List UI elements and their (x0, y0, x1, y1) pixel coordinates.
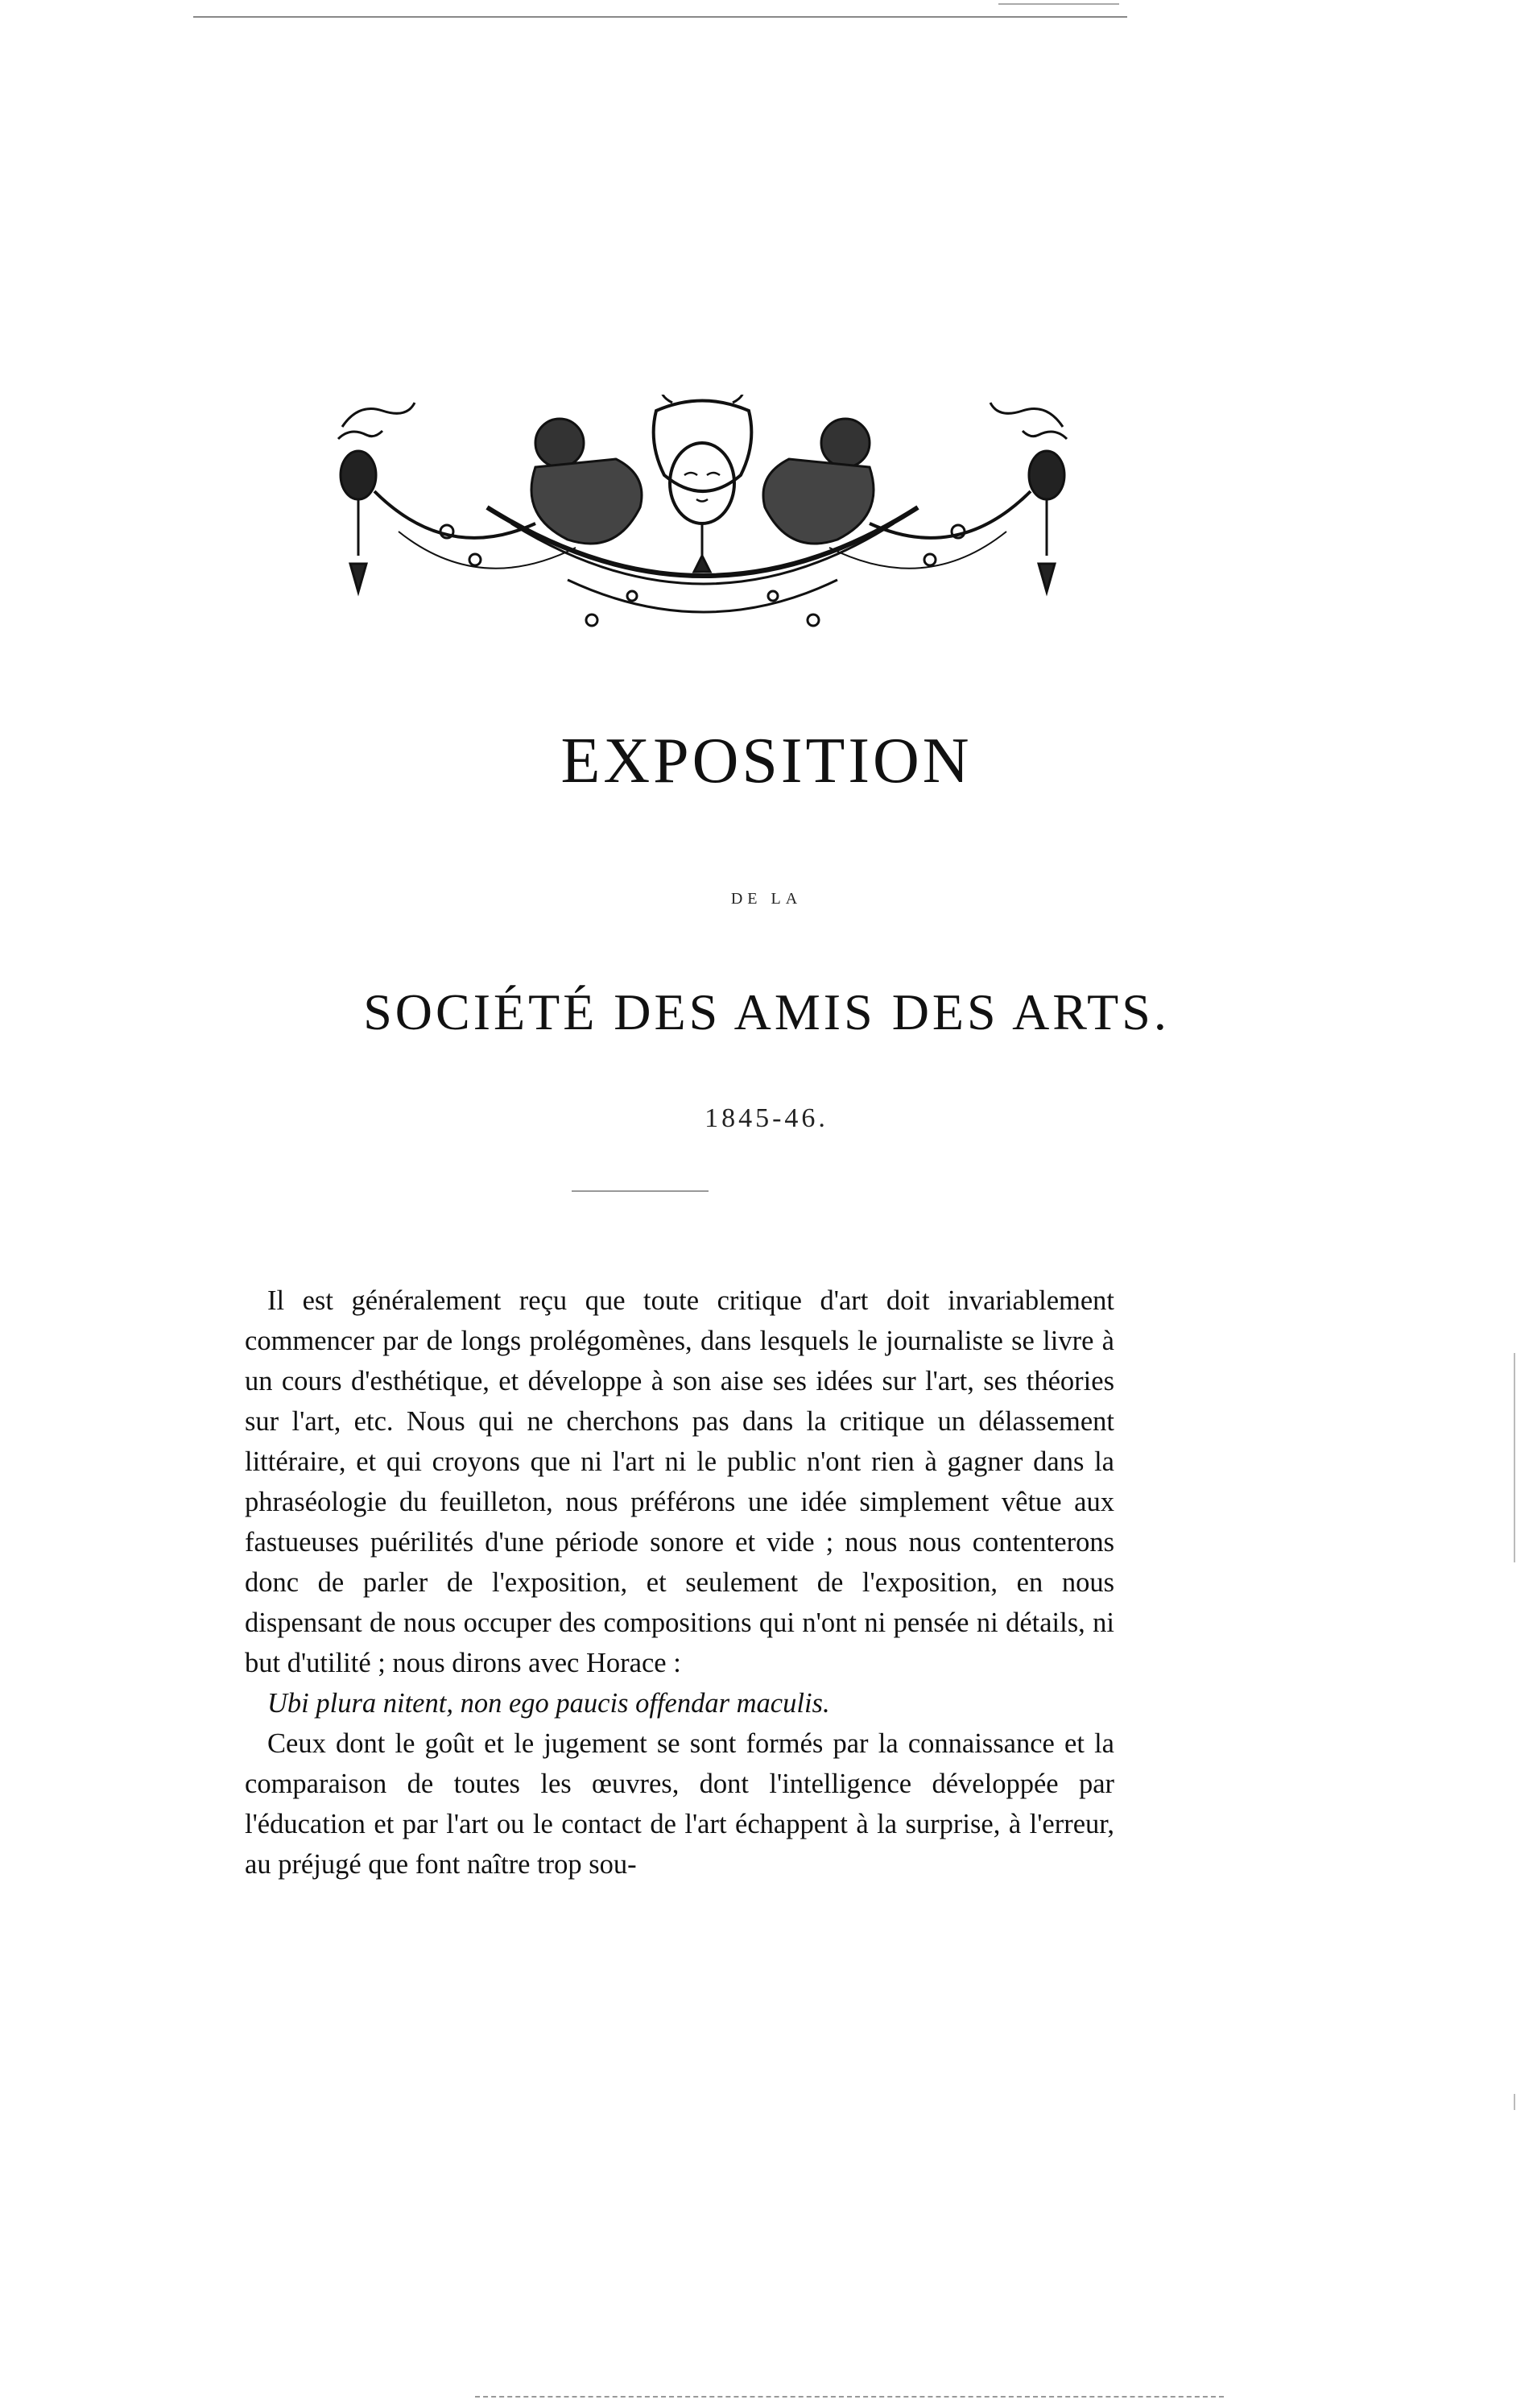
edge-mark-upper (1514, 1353, 1515, 1562)
edge-mark-lower (1514, 2094, 1515, 2110)
subtitle-de-la: DE LA (730, 890, 803, 908)
paragraph-1: Il est généralement reçu que toute critique d'art doit invariablement commencer par de longs prolégomènes, dans lesquels le journaliste se livre à un cours d'esthétique, et développe à son aise ses idées sur l'art, ses théories sur l'art, etc. Nous qui ne cherchons pas dans la critique un délassement littéraire, et qui croyons que ni l'art ni le public n'ont rien à gagner dans la phraséologie du feuilleton, nous préférons une idée simplement vêtue aux fastueuses puérilités d'une période sonore et vide ; nous nous contenterons donc de parler de l'exposition, et seulement de l'exposition, en nous dispensant de nous occuper des compositions qui n'ont ni pensée ni détails, ni but d'utilité ; nous dirons avec Horace : (245, 1285, 1114, 1678)
body-text (245, 1281, 1114, 1885)
section-divider (572, 1190, 709, 1192)
bottom-rule (475, 2396, 1224, 2401)
paragraph-2: Ceux dont le goût et le jugement se sont formés par la connaissance et la comparaison de toutes les œuvres, dont l'intelligence développée par l'éducation et par l'art ou le contact de l'art échappent à la surprise, à l'erreur, au préjugé que font naître trop sou- (245, 1728, 1114, 1880)
year-label: 1845-46. (705, 1103, 828, 1133)
top-rule (193, 16, 1127, 18)
page-title: EXPOSITION (560, 726, 973, 796)
cherub-garland-ornament-icon (326, 395, 1079, 636)
society-heading: SOCIÉTÉ DES AMIS DES ARTS. (363, 983, 1170, 1041)
latin-quote: Ubi plura nitent, non ego paucis offendar maculis. (267, 1688, 830, 1719)
top-rule-short (998, 3, 1119, 5)
